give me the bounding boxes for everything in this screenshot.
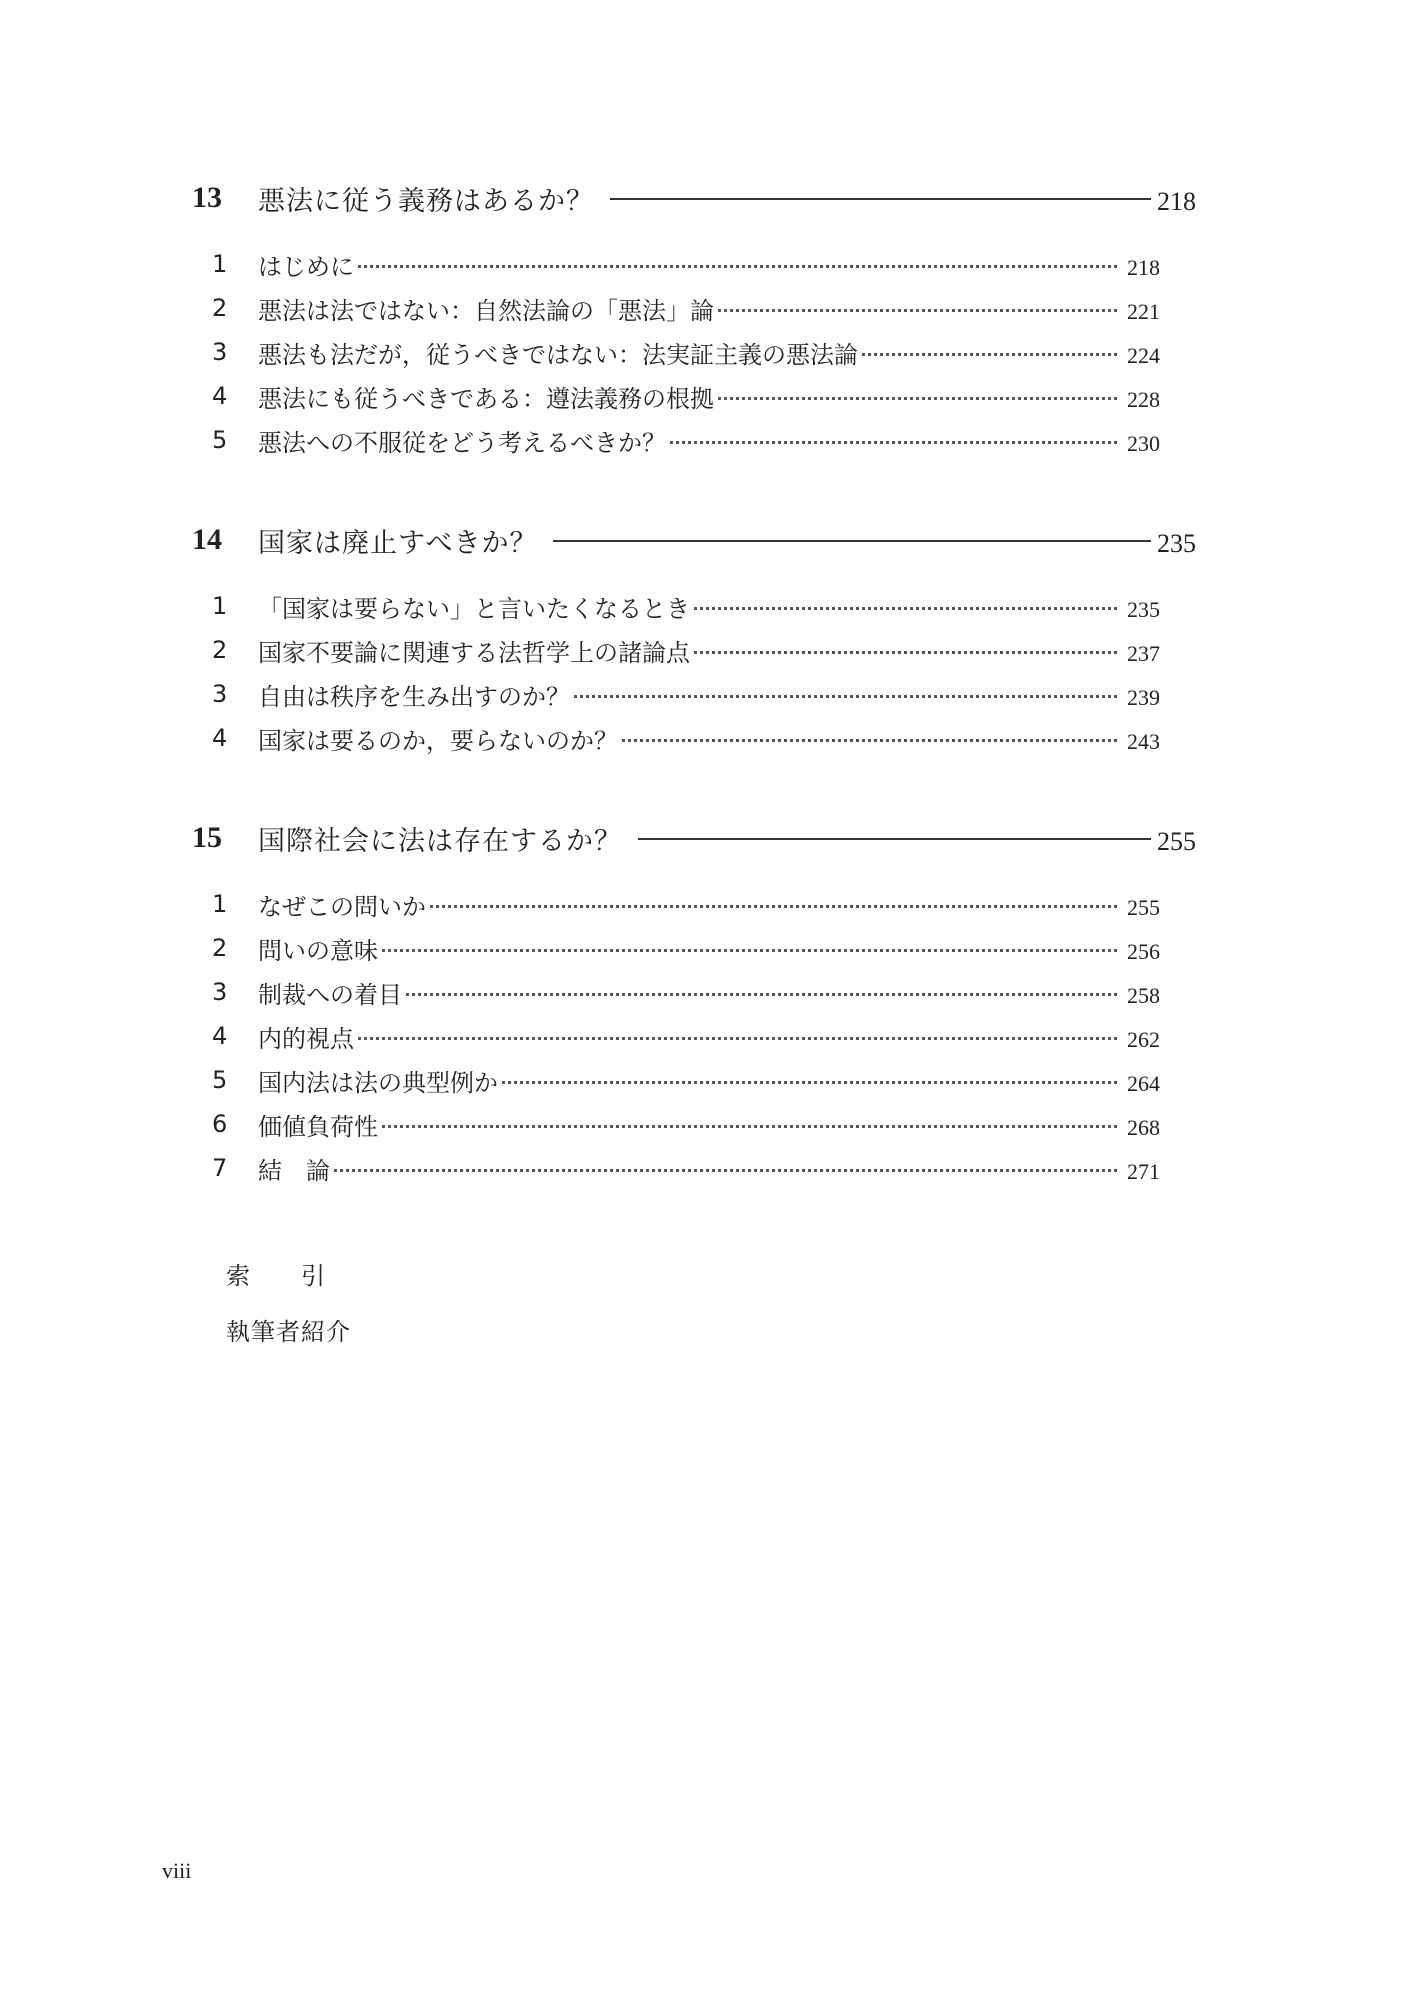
section-page-number: 243 xyxy=(1127,729,1160,754)
section-page-number: 255 xyxy=(1127,895,1160,920)
section-page-number: 237 xyxy=(1127,641,1160,666)
toc-entry[interactable] xyxy=(192,674,1160,714)
section-page-number: 258 xyxy=(1127,983,1160,1008)
chapter-heading-14[interactable] xyxy=(192,518,1196,562)
section-number: 3 xyxy=(212,680,228,708)
chapter-number: 15 xyxy=(192,821,222,854)
section-title: 「国家は要らない」と言いたくなるとき xyxy=(258,594,690,623)
toc-entry[interactable] xyxy=(192,1060,1160,1100)
section-number: 5 xyxy=(212,1066,228,1094)
section-page-number: 239 xyxy=(1127,685,1160,710)
toc-entry[interactable] xyxy=(192,1104,1160,1144)
toc-entry[interactable] xyxy=(192,376,1160,416)
chapter-heading-13[interactable] xyxy=(192,176,1196,220)
section-title: 国内法は法の典型例か xyxy=(258,1068,498,1097)
section-title: 問いの意味 xyxy=(258,936,378,965)
dot-leader xyxy=(862,353,1117,356)
section-title: 自由は秩序を生み出すのか？ xyxy=(258,682,570,711)
chapter-title: 国際社会に法は存在するか？ xyxy=(258,825,622,857)
section-title: 悪法は法ではない：自然法論の「悪法」論 xyxy=(258,296,714,325)
section-title: 内的視点 xyxy=(258,1024,354,1053)
section-title: 悪法にも従うべきである：遵法義務の根拠 xyxy=(258,384,714,413)
section-number: 3 xyxy=(212,978,228,1006)
contributors-link[interactable]: 執筆者紹介 xyxy=(226,1318,351,1346)
chapter-heading-15[interactable] xyxy=(192,816,1196,860)
page-number: viii xyxy=(162,1858,192,1883)
section-title: 国家不要論に関連する法哲学上の諸論点 xyxy=(258,638,690,667)
toc-entry[interactable] xyxy=(192,288,1160,328)
dot-leader xyxy=(382,949,1117,952)
section-number: 2 xyxy=(212,636,228,664)
toc-entry[interactable] xyxy=(192,244,1160,284)
section-number: 1 xyxy=(212,890,228,918)
section-page-number: 264 xyxy=(1127,1071,1160,1096)
chapter-title: 悪法に従う義務はあるか？ xyxy=(258,185,594,217)
section-title: 価値負荷性 xyxy=(258,1112,378,1141)
dot-leader xyxy=(382,1125,1117,1128)
section-page-number: 224 xyxy=(1127,343,1160,368)
dot-leader xyxy=(622,739,1117,742)
section-page-number: 235 xyxy=(1127,597,1160,622)
chapter-page-number: 235 xyxy=(1157,529,1196,558)
dot-leader xyxy=(574,695,1117,698)
section-page-number: 221 xyxy=(1127,299,1160,324)
section-page-number: 230 xyxy=(1127,431,1160,456)
chapter-number: 14 xyxy=(192,523,222,556)
section-page-number: 256 xyxy=(1127,939,1160,964)
toc-entry[interactable] xyxy=(192,1148,1160,1188)
section-number: 1 xyxy=(212,592,228,620)
section-title: 国家は要るのか，要らないのか？ xyxy=(258,726,618,755)
toc-entry[interactable] xyxy=(192,586,1160,626)
section-number: 4 xyxy=(212,382,228,410)
leader-rule xyxy=(553,540,1151,542)
section-page-number: 268 xyxy=(1127,1115,1160,1140)
index-link[interactable]: 索 引 xyxy=(226,1262,326,1290)
chapter-number: 13 xyxy=(192,181,222,214)
section-page-number: 218 xyxy=(1127,255,1160,280)
toc-entry[interactable] xyxy=(192,928,1160,968)
section-number: 6 xyxy=(212,1110,228,1138)
section-title: 悪法への不服従をどう考えるべきか？ xyxy=(258,428,666,457)
leader-rule xyxy=(610,198,1151,200)
section-number: 2 xyxy=(212,934,228,962)
dot-leader xyxy=(670,441,1117,444)
section-page-number: 228 xyxy=(1127,387,1160,412)
section-title: なぜこの問いか xyxy=(258,892,426,921)
toc-entry[interactable] xyxy=(192,718,1160,758)
toc-entry[interactable] xyxy=(192,1016,1160,1056)
leader-rule xyxy=(638,838,1151,840)
section-title: はじめに xyxy=(258,252,354,281)
section-page-number: 271 xyxy=(1127,1159,1160,1184)
section-number: 2 xyxy=(212,294,228,322)
toc-entry[interactable] xyxy=(192,332,1160,372)
dot-leader xyxy=(358,1037,1117,1040)
toc-entry[interactable] xyxy=(192,630,1160,670)
dot-leader xyxy=(502,1081,1117,1084)
section-number: 3 xyxy=(212,338,228,366)
dot-leader xyxy=(430,905,1117,908)
section-number: 4 xyxy=(212,1022,228,1050)
chapter-title: 国家は廃止すべきか？ xyxy=(258,527,538,559)
dot-leader xyxy=(718,309,1117,312)
section-title: 結 論 xyxy=(258,1156,330,1185)
section-number: 1 xyxy=(212,250,228,278)
toc-entry[interactable] xyxy=(192,420,1160,460)
section-page-number: 262 xyxy=(1127,1027,1160,1052)
toc-entry[interactable] xyxy=(192,884,1160,924)
section-number: 4 xyxy=(212,724,228,752)
section-title: 悪法も法だが，従うべきではない：法実証主義の悪法論 xyxy=(258,340,858,369)
section-number: 7 xyxy=(212,1154,228,1182)
dot-leader xyxy=(334,1169,1117,1172)
section-title: 制裁への着目 xyxy=(258,980,402,1009)
chapter-page-number: 255 xyxy=(1157,827,1196,856)
dot-leader xyxy=(694,607,1117,610)
section-number: 5 xyxy=(212,426,228,454)
dot-leader xyxy=(718,397,1117,400)
dot-leader xyxy=(406,993,1117,996)
dot-leader xyxy=(358,265,1117,268)
dot-leader xyxy=(694,651,1117,654)
chapter-page-number: 218 xyxy=(1157,187,1196,216)
toc-entry[interactable] xyxy=(192,972,1160,1012)
